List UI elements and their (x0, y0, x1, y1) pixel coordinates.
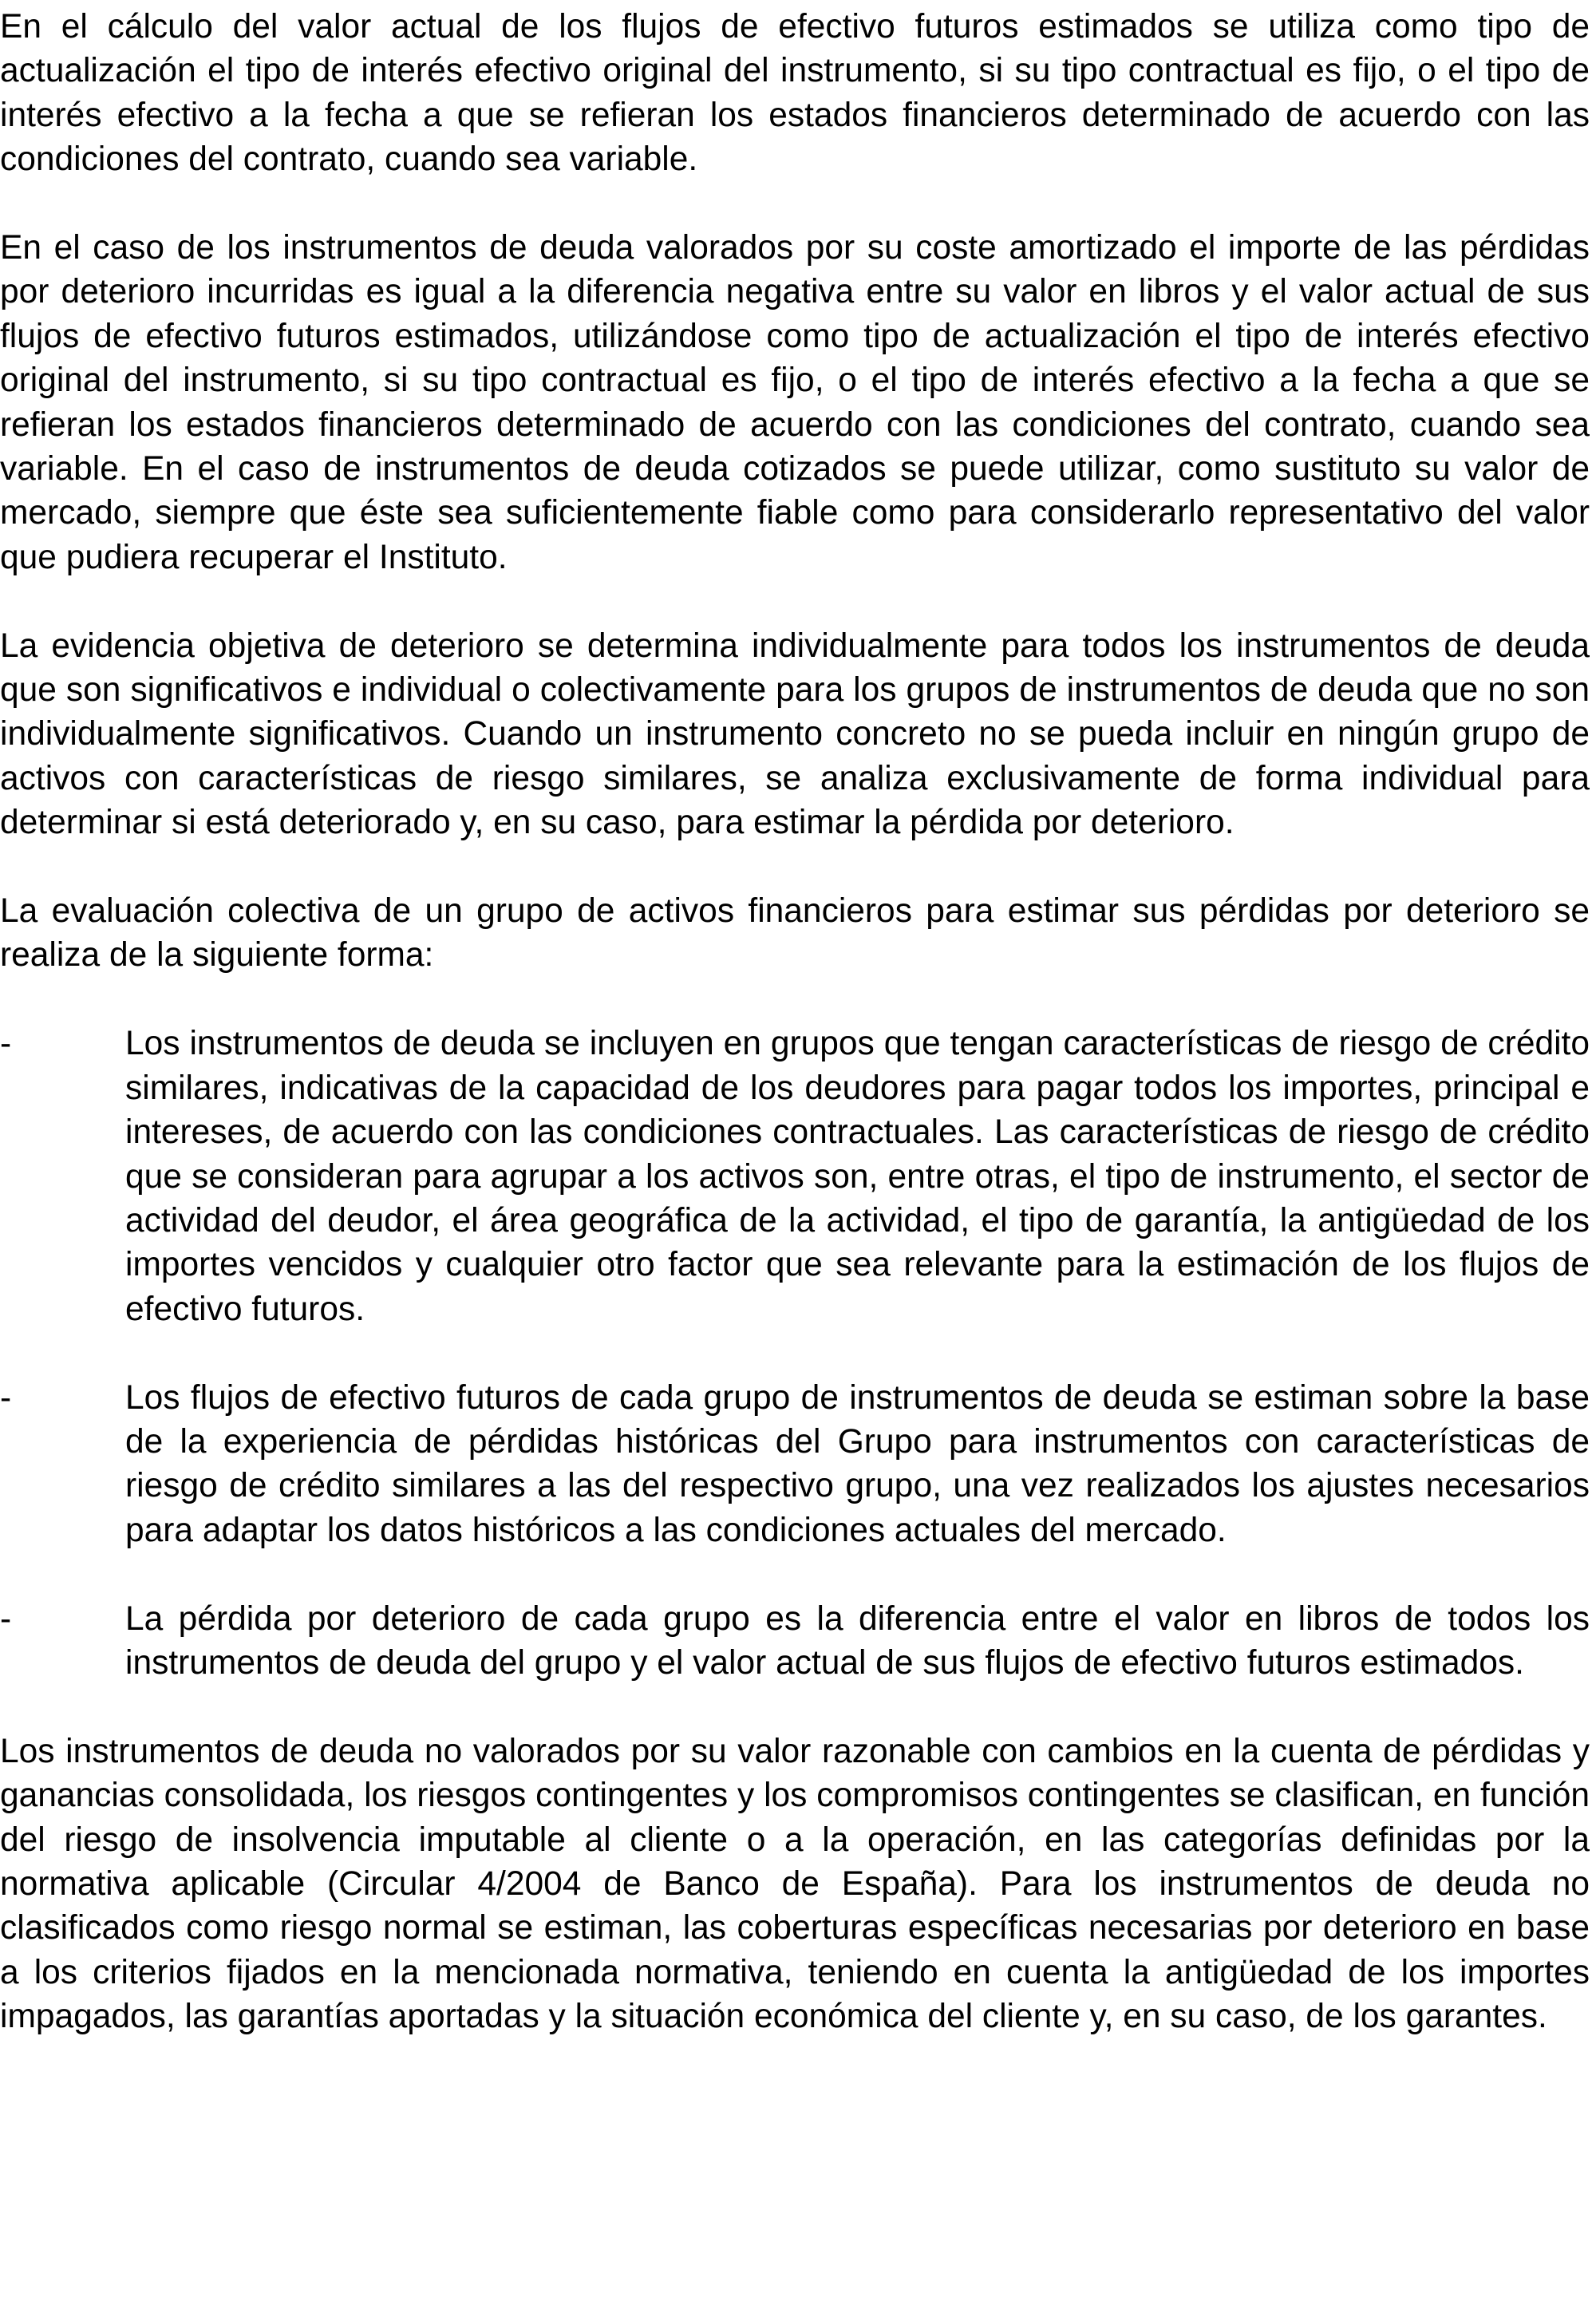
bullet-marker: - (0, 1378, 12, 1417)
list-item-text: Los flujos de efectivo futuros de cada grupo de instrumentos de deuda se estiman sobre la base de la experiencia de pérdidas históricas del Grupo para instrumentos con características de riesgo de crédito similares a las del respectivo grupo, una vez realizados los ajustes necesarios para adaptar los datos históricos a las condiciones actuales del mercado. (125, 1378, 1590, 1549)
list-item-text: La pérdida por deterioro de cada grupo es la diferencia entre el valor en libros de todos los instrumentos de deuda del grupo y el valor actual de sus flujos de efectivo futuros estimados. (125, 1599, 1590, 1682)
paragraph-present-value-rate: En el cálculo del valor actual de los flujos de efectivo futuros estimados se utiliza como tipo de actualización el tipo de interés efectivo original del instrumento, si su tipo contractual es fijo, o el tipo de interés efectivo a la fecha a que se refieran los estados financieros determinado de acuerdo con las condiciones del contrato, cuando sea variable. (0, 8, 1590, 179)
list-item-historical-losses (0, 1376, 1590, 1553)
list-item-text: Los instrumentos de deuda se incluyen en grupos que tengan características de riesgo de crédito similares, indicativas de la capacidad de los deudores para pagar todos los importes, principal e intereses, de acuerdo con las condiciones contractuales. Las características de riesgo de crédito que se consideran para agrupar a los activos son, entre otras, el tipo de instrumento, el sector de actividad del deudor, el área geográfica de la actividad, el tipo de garantía, la antigüedad de los importes vencidos y cualquier otro factor que sea relevante para la estimación de los flujos de efectivo futuros. (125, 1025, 1590, 1328)
list-item-group-impairment (0, 1597, 1590, 1686)
bullet-marker: - (0, 1025, 12, 1063)
paragraph-collective-evaluation: La evaluación colectiva de un grupo de activos financieros para estimar sus pérdidas por deterioro se realiza de la siguiente forma: (0, 892, 1590, 975)
paragraph-contingent-risks: Los instrumentos de deuda no valorados por su valor razonable con cambios en la cuenta de pérdidas y ganancias consolidada, los riesgos contingentes y los compromisos contingentes se clasifican, en función del riesgo de insolvencia imputable al cliente o a la operación, en las categorías definidas por la normativa aplicable (Circular 4/2004 de Banco de España). Para los instrumentos de deuda no clasificados como riesgo normal se estiman, las coberturas específicas necesarias por deterioro en base a los criterios fijados en la mencionada normativa, teniendo en cuenta la antigüedad de los importes impagados, las garantías aportadas y la situación económica del cliente y, en su caso, de los garantes. (0, 1732, 1590, 2036)
paragraph-objective-evidence: La evidencia objetiva de deterioro se determina individualmente para todos los instrumentos de deuda que son significativos e individual o colectivamente para los grupos de instrumentos de deuda que no son individualmente significativos. Cuando un instrumento concreto no se pueda incluir en ningún grupo de activos con características de riesgo similares, se analiza exclusivamente de forma individual para determinar si está deteriorado y, en su caso, para estimar la pérdida por deterioro. (0, 627, 1590, 842)
list-item-risk-groups (0, 1022, 1590, 1331)
bullet-marker: - (0, 1599, 12, 1638)
paragraph-amortized-cost-impairment: En el caso de los instrumentos de deuda valorados por su coste amortizado el importe de las pérdidas por deterioro incurridas es igual a la diferencia negativa entre su valor en libros y el valor actual de sus flujos de efectivo futuros estimados, utilizándose como tipo de actualización el tipo de interés efectivo original del instrumento, si su tipo contractual es fijo, o el tipo de interés efectivo a la fecha a que se refieran los estados financieros determinado de acuerdo con las condiciones del contrato, cuando sea variable. En el caso de instrumentos de deuda cotizados se puede utilizar, como sustituto su valor de mercado, siempre que éste sea suficientemente fiable como para considerarlo representativo del valor que pudiera recuperar el Instituto. (0, 229, 1590, 576)
document-page (0, 5, 1590, 2039)
